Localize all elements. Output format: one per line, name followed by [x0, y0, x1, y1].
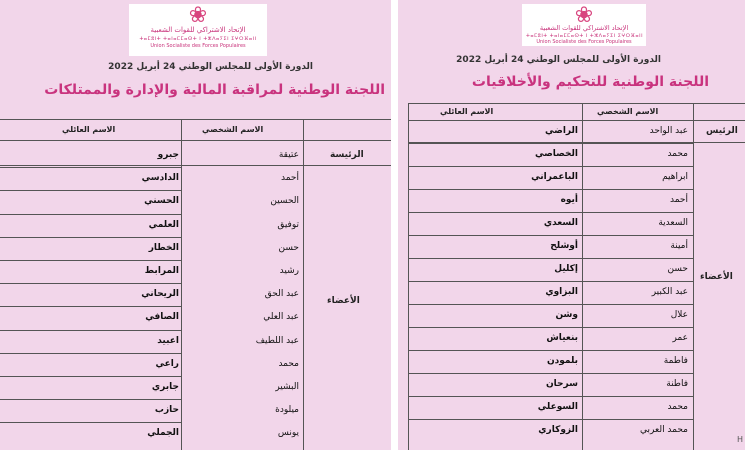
- member-family-name: بنعياش: [546, 333, 578, 343]
- member-first-name: رشيد: [279, 266, 299, 276]
- member-family-name: البزاوي: [545, 287, 578, 297]
- role-president-label: الرئيسة: [330, 150, 364, 160]
- row-divider: [408, 304, 693, 305]
- member-first-name: ابراهيم: [662, 172, 688, 182]
- member-first-name: عمر: [672, 333, 688, 343]
- member-family-name: بلمودن: [546, 356, 578, 366]
- member-family-name: السوعلي: [537, 402, 578, 412]
- member-first-name: عتيقة: [278, 150, 299, 160]
- member-first-name: حسن: [667, 264, 688, 274]
- member-family-name: الخصاصي: [534, 149, 578, 159]
- member-first-name: عبد الكبير: [651, 287, 688, 297]
- member-first-name: البشير: [275, 382, 299, 392]
- party-logo: [129, 4, 267, 56]
- row-divider: [408, 327, 693, 328]
- row-divider: [408, 212, 693, 213]
- member-family-name: الريحاني: [141, 289, 179, 300]
- member-first-name: أحمد: [281, 173, 299, 184]
- member-first-name: أحمد: [670, 195, 688, 205]
- member-first-name: عبد الواحد: [649, 126, 688, 136]
- member-family-name: الخطار: [148, 242, 179, 253]
- member-first-name: محمد: [667, 402, 688, 412]
- row-divider: [0, 422, 181, 423]
- row-divider: [408, 235, 693, 236]
- row-divider: [408, 258, 693, 259]
- member-first-name: فاطنة: [666, 379, 688, 389]
- role-members-label: الأعضاء: [700, 272, 733, 282]
- member-family-name: جابري: [151, 382, 179, 392]
- logo-tifinagh-name: ⵜⴰⵎⵓⵏⵜ ⵜⴰⵏⴰⵎⵎⴰⵙⵜ ⵏ ⵜⵣⴷⴰⵢⵉⵏ ⵉⵖⵔⴼⴰⵏⵏ: [526, 33, 644, 39]
- row-divider: [408, 189, 693, 190]
- row-divider: [408, 281, 693, 282]
- member-first-name: عبد اللطيف: [255, 335, 299, 346]
- first-name-header: الاسم الشخصي: [202, 125, 264, 134]
- member-family-name: الصافي: [145, 312, 179, 323]
- column-divider: [693, 103, 694, 450]
- logo-french-name: Union Socialiste des Forces Populaires: [150, 43, 246, 49]
- member-family-name: الحسني: [144, 196, 179, 207]
- row-divider: [0, 167, 181, 168]
- member-first-name: الحسين: [270, 196, 299, 207]
- family-name-header: الاسم العائلي: [62, 125, 116, 134]
- row-divider: [0, 376, 181, 377]
- member-family-name: المرابط: [144, 266, 179, 276]
- member-first-name: عبد الحق: [264, 289, 299, 300]
- row-divider: [0, 237, 181, 238]
- member-first-name: محمد: [278, 358, 299, 369]
- row-divider: [408, 419, 693, 420]
- member-first-name: ميلودة: [275, 405, 299, 416]
- member-family-name: أوشلح: [550, 241, 578, 251]
- page-number: H: [736, 435, 743, 444]
- member-family-name: السعدي: [543, 218, 578, 228]
- row-divider: [0, 399, 181, 400]
- table-top-border: [0, 119, 391, 120]
- session-line: الدورة الأولى للمجلس الوطني 24 أبريل 2022: [456, 55, 661, 65]
- member-family-name: سرحان: [546, 379, 578, 389]
- member-family-name: الجملي: [147, 428, 179, 439]
- row-divider: [408, 166, 693, 167]
- right-document-page: [398, 0, 745, 450]
- member-first-name: محمد: [667, 149, 688, 159]
- member-first-name: أمينة: [670, 241, 688, 251]
- member-family-name: العلمي: [148, 219, 179, 230]
- table-top-border: [408, 103, 745, 104]
- row-divider: [408, 143, 693, 144]
- row-divider: [0, 306, 181, 307]
- header-bottom-border: [408, 120, 745, 121]
- member-first-name: محمد العربي: [640, 425, 688, 435]
- table-left-border: [408, 103, 409, 450]
- member-first-name: توفيق: [277, 219, 299, 230]
- header-bottom-border: [0, 140, 391, 141]
- role-members-label: الأعضاء: [327, 296, 360, 306]
- member-first-name: حسن: [278, 242, 299, 253]
- row-divider: [0, 330, 181, 331]
- member-family-name: الزوكاري: [538, 425, 578, 435]
- row-divider: [0, 260, 181, 261]
- row-divider: [408, 396, 693, 397]
- member-family-name: راعي: [155, 358, 179, 369]
- member-family-name: حازب: [154, 405, 179, 416]
- member-family-name: إكليل: [554, 264, 578, 274]
- president-row-border: [0, 165, 391, 166]
- row-divider: [0, 214, 181, 215]
- member-first-name: السعدية: [658, 218, 688, 228]
- logo-arabic-name: الإتحاد الاشتراكي للقوات الشعبية: [539, 24, 629, 32]
- logo-arabic-name: الإتحاد الاشتراكي للقوات الشعبية: [150, 26, 246, 34]
- rose-icon: ❀: [574, 3, 594, 28]
- party-logo: [522, 4, 646, 46]
- column-divider: [582, 103, 583, 450]
- logo-french-name: Union Socialiste des Forces Populaires: [536, 39, 632, 45]
- member-family-name: أيوه: [560, 195, 578, 205]
- row-divider: [0, 353, 181, 354]
- committee-title: اللجنة الوطنية للتحكيم والأخلاقيات: [471, 74, 709, 90]
- row-divider: [408, 373, 693, 374]
- committee-title: اللجنة الوطنية لمراقبة المالية والإدارة والممتلكات: [44, 82, 385, 98]
- family-name-header: الاسم العائلي: [440, 107, 494, 116]
- member-first-name: فاطمة: [663, 356, 688, 366]
- column-divider: [303, 119, 304, 450]
- member-family-name: الراضي: [545, 126, 578, 136]
- member-family-name: الباعمراني: [531, 172, 578, 182]
- member-family-name: الدادسي: [141, 173, 179, 184]
- row-divider: [408, 350, 693, 351]
- member-family-name: اعبيد: [157, 335, 179, 346]
- member-first-name: عبد العلي: [263, 312, 299, 323]
- row-divider: [0, 190, 181, 191]
- member-family-name: وشن: [555, 310, 578, 320]
- member-first-name: علال: [670, 310, 688, 320]
- row-divider: [0, 283, 181, 284]
- column-divider: [181, 119, 182, 450]
- first-name-header: الاسم الشخصي: [597, 107, 659, 116]
- logo-tifinagh-name: ⵜⴰⵎⵓⵏⵜ ⵜⴰⵏⴰⵎⵎⴰⵙⵜ ⵏ ⵜⵣⴷⴰⵢⵉⵏ ⵉⵖⵔⴼⴰⵏⵏ: [139, 36, 257, 42]
- member-family-name: جبرو: [157, 150, 179, 160]
- member-first-name: يونس: [277, 428, 299, 439]
- rose-icon: ❀: [188, 3, 208, 28]
- session-line: الدورة الأولى للمجلس الوطني 24 أبريل 2022: [108, 62, 313, 72]
- role-president-label: الرئيس: [706, 126, 738, 136]
